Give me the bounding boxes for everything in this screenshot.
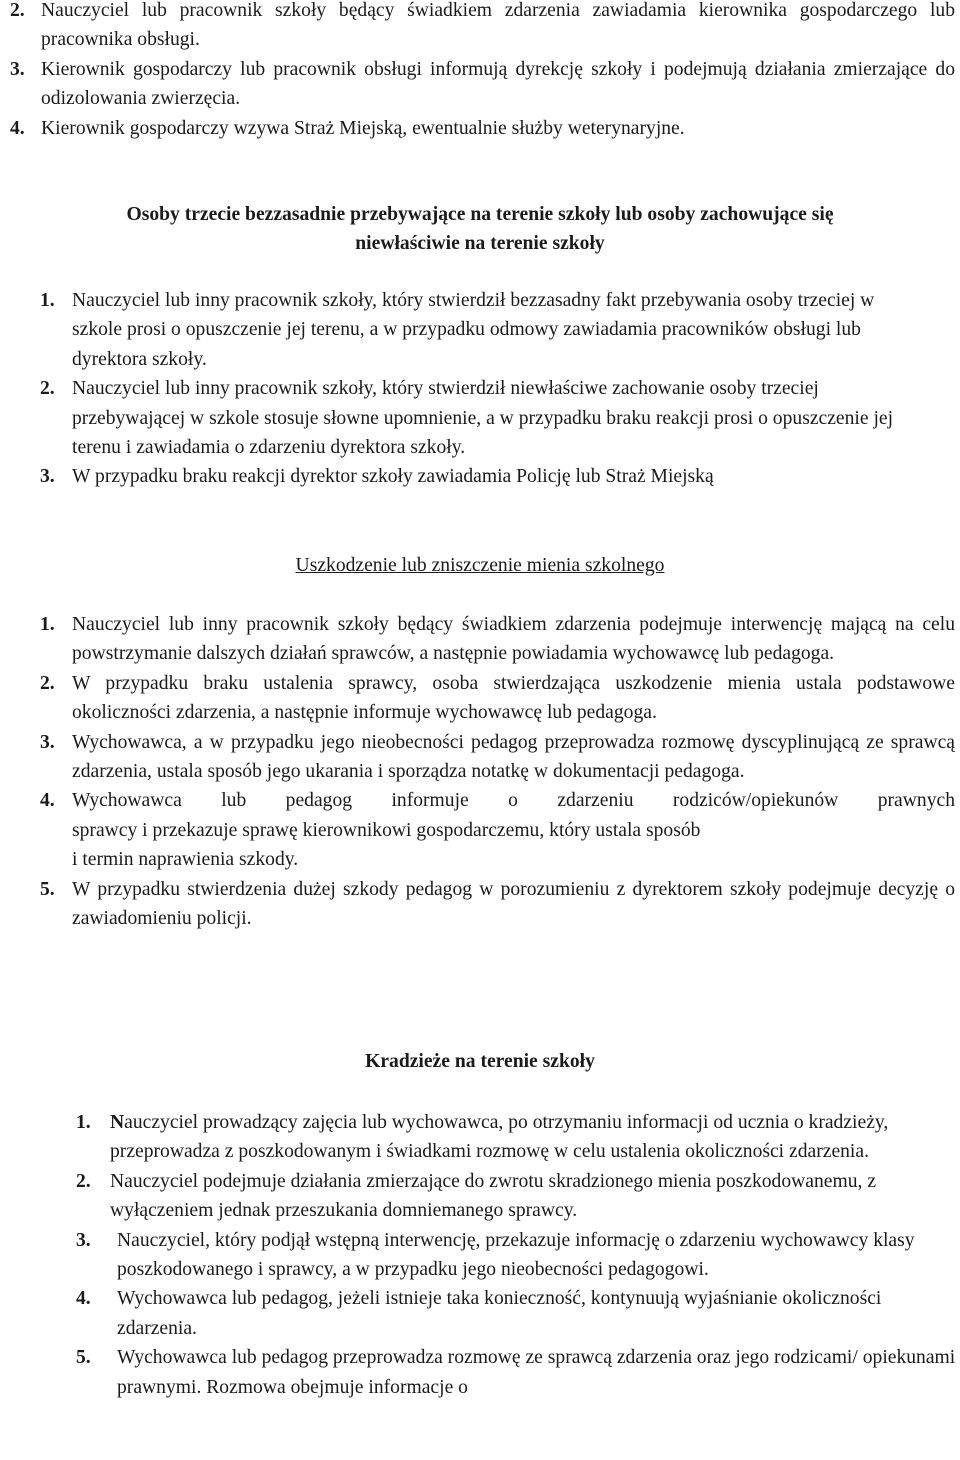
item-number: 5.: [76, 1347, 91, 1369]
item-text: Nauczyciel lub inny pracownik szkoły, który stwierdził bezzasadny fakt przebywania osoby trzeciej w szkole prosi o opuszczenie jej terenu, a w przypadku odmowy zawiadamia pracowników obsługi lub dyrektora szkoły.: [72, 290, 875, 370]
item-number: 3.: [40, 466, 55, 488]
item-number: 3.: [76, 1229, 91, 1251]
top-list: [10, 0, 955, 143]
item-number: 1.: [76, 1112, 91, 1133]
list-item: [40, 669, 955, 728]
section-list: [40, 286, 920, 492]
item-number: 2.: [10, 0, 25, 21]
item-text: Wychowawca, a w przypadku jego nieobecności pedagog przeprowadza rozmowę dyscyplinującą ze sprawcą zdarzenia, ustala sposób jego ukarania i sporządza notatkę w dokumentacji pedagoga.: [72, 731, 955, 783]
list-item: [76, 1108, 960, 1167]
item-text: Nauczyciel lub inny pracownik szkoły, który stwierdził niewłaściwe zachowanie osoby trzeciej przebywającej w szkole stosuje słowne upomnienie, a w przypadku braku reakcji prosi o opuszczenie jej terenu i zawiadamia o zdarzeniu dyrektora szkoły.: [72, 378, 894, 459]
item-text-line: sprawcy i przekazuje sprawę kierownikowi gospodarczemu, który ustala sposób: [72, 819, 701, 841]
section-heading-line: niewłaściwie na terenie szkoły: [355, 233, 605, 255]
list-item: [40, 610, 955, 669]
section-heading-line: Osoby trzecie bezzasadnie przebywające na terenie szkoły lub osoby zachowujące się: [126, 204, 834, 225]
item-text: W przypadku braku ustalenia sprawcy, osoba stwierdzająca uszkodzenie mienia ustala podstawowe okoliczności zdarzenia, a następnie informuje wychowawcę lub pedagoga.: [72, 672, 955, 724]
item-number: 2.: [40, 378, 55, 400]
item-text: Wychowawca lub pedagog, jeżeli istnieje taka konieczność, kontynuują wyjaśnianie okoliczności zdarzenia.: [117, 1288, 882, 1339]
list-item: [10, 0, 955, 55]
item-number: 1.: [40, 290, 55, 311]
list-item: [76, 1226, 960, 1285]
item-text: [110, 1108, 960, 1167]
item-number: 4.: [76, 1288, 91, 1310]
item-text: Nauczyciel, który podjął wstępną interwencję, przekazuje informację o zdarzeniu wychowawcy klasy poszkodowanego i sprawcy, a w przypadku jego nieobecności pedagogowi.: [117, 1229, 915, 1281]
list-item: [10, 114, 955, 143]
item-text: Wychowawca lub pedagog przeprowadza rozmowę ze sprawcą zdarzenia oraz jego rodzicami/ opiekunami prawnymi. Rozmowa obejmuje informacje o: [117, 1347, 956, 1398]
item-text: Nauczyciel podejmuje działania zmierzające do zwrotu skradzionego mienia poszkodowanemu, z wyłączeniem jednak przeszukania domniemanego sprawcy.: [110, 1170, 877, 1222]
item-text-line: i termin naprawienia szkody.: [72, 849, 299, 871]
item-text: Kierownik gospodarczy lub pracownik obsługi informują dyrekcję szkoły i podejmują działania zmierzające do odizolowania zwierzęcia.: [41, 58, 955, 110]
item-number: 4.: [10, 117, 25, 139]
list-item: [76, 1343, 960, 1402]
list-item: [40, 286, 920, 374]
item-text: W przypadku braku reakcji dyrektor szkoły zawiadamia Policję lub Straż Miejską: [72, 466, 714, 488]
list-item: [76, 1167, 960, 1226]
section-list: [40, 610, 955, 933]
section-heading: [0, 200, 960, 259]
item-number: 2.: [76, 1170, 91, 1192]
item-text-line: Wychowawca lub pedagog informuje o zdarzeniu rodziców/opiekunów prawnych: [72, 790, 955, 812]
section-heading: Kradzieże na terenie szkoły: [365, 1051, 595, 1072]
section-heading: Uszkodzenie lub zniszczenie mienia szkolnego: [295, 555, 665, 576]
item-number: 3.: [10, 58, 25, 80]
item-first-letter: N: [110, 1112, 125, 1133]
list-item: [10, 55, 955, 114]
item-text: Nauczyciel lub pracownik szkoły będący świadkiem zdarzenia zawiadamia kierownika gospodarczego lub pracownika obsługi.: [41, 0, 955, 51]
list-item: [40, 728, 955, 787]
item-number: 2.: [40, 672, 55, 694]
item-text: Nauczyciel lub inny pracownik szkoły będący świadkiem zdarzenia podejmuje interwencję mającą na celu powstrzymanie dalszych działań sprawców, a następnie powiadamia wychowawcę lub pedagoga.: [72, 614, 955, 665]
item-text: Kierownik gospodarczy wzywa Straż Miejską, ewentualnie służby weterynaryjne.: [41, 117, 685, 139]
list-item: [40, 374, 920, 462]
list-item: [40, 462, 920, 491]
item-number: 3.: [40, 731, 55, 753]
list-item: [40, 875, 955, 934]
section-list: [76, 1108, 960, 1402]
list-item: [40, 786, 955, 874]
item-number: 1.: [40, 614, 55, 635]
item-number: 5.: [40, 878, 55, 900]
item-text: W przypadku stwierdzenia dużej szkody pedagog w porozumieniu z dyrektorem szkoły podejmuje decyzję o zawiadomieniu policji.: [72, 878, 955, 930]
item-number: 4.: [40, 790, 55, 812]
item-text-rest: auczyciel prowadzący zajęcia lub wychowawca, po otrzymaniu informacji od ucznia o kradzieży, przeprowadza z poszkodowanym i świadkami rozmowę w celu ustalenia okoliczności zdarzenia.: [110, 1112, 889, 1163]
list-item: [76, 1284, 960, 1343]
